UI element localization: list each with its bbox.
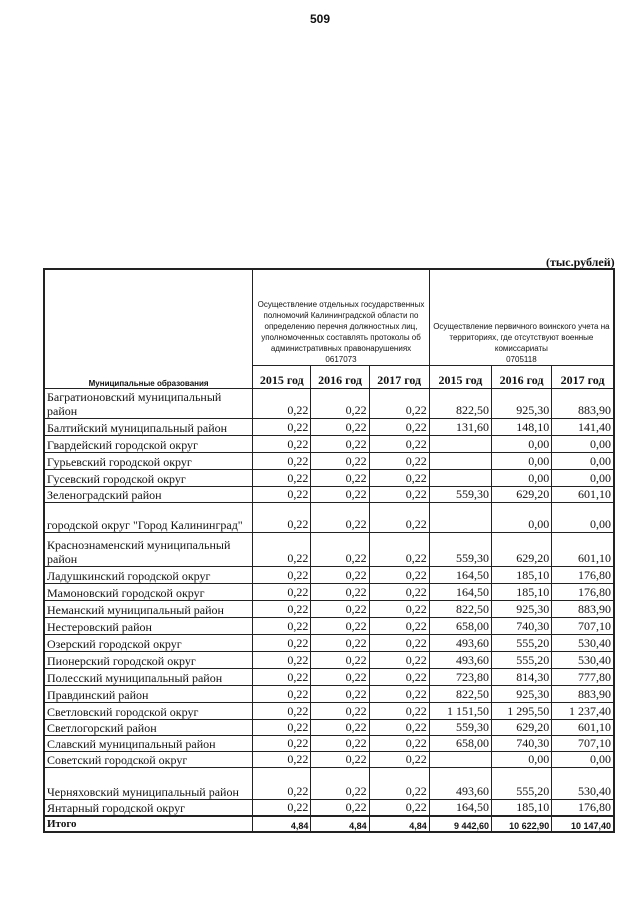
value-cell: 883,90 [552, 601, 614, 618]
table-row [44, 635, 614, 652]
value-cell: 925,30 [492, 686, 552, 703]
total-row [44, 816, 614, 832]
value-cell: 0,22 [369, 768, 429, 800]
table-row [44, 736, 614, 752]
table-row [44, 436, 614, 453]
value-cell: 493,60 [429, 768, 491, 800]
value-cell: 559,30 [429, 533, 491, 567]
value-cell: 148,10 [492, 419, 552, 436]
value-cell: 723,80 [429, 669, 491, 686]
table-row [44, 584, 614, 601]
value-cell: 0,22 [311, 720, 369, 736]
table-row [44, 720, 614, 736]
page-number: 509 [309, 12, 331, 26]
value-cell: 4,84 [311, 816, 369, 832]
value-cell: 0,00 [552, 453, 614, 470]
value-cell: 883,90 [552, 686, 614, 703]
value-cell: 0,22 [311, 669, 369, 686]
value-cell: 164,50 [429, 800, 491, 817]
municipality-name: Янтарный городской округ [44, 800, 253, 817]
value-cell: 0,22 [369, 533, 429, 567]
value-cell: 176,80 [552, 567, 614, 584]
value-cell: 141,40 [552, 419, 614, 436]
value-cell: 707,10 [552, 736, 614, 752]
value-cell: 0,22 [253, 487, 311, 503]
value-cell: 1 295,50 [492, 703, 552, 720]
value-cell: 740,30 [492, 736, 552, 752]
year-header: 2017 год [552, 366, 614, 389]
table-row [44, 389, 614, 419]
value-cell: 0,22 [311, 419, 369, 436]
table-row [44, 533, 614, 567]
value-cell: 0,22 [253, 703, 311, 720]
municipality-name: Пионерский городской округ [44, 652, 253, 669]
municipality-name: Правдинский район [44, 686, 253, 703]
value-cell: 164,50 [429, 567, 491, 584]
value-cell: 0,22 [369, 703, 429, 720]
value-cell: 0,22 [369, 389, 429, 419]
value-cell: 822,50 [429, 601, 491, 618]
table-row [44, 487, 614, 503]
municipality-name: Советский городской округ [44, 752, 253, 768]
municipality-name: Мамоновский городской округ [44, 584, 253, 601]
value-cell: 0,00 [552, 470, 614, 487]
value-cell: 0,22 [369, 470, 429, 487]
municipality-name: Гурьевский городской округ [44, 453, 253, 470]
value-cell: 185,10 [492, 584, 552, 601]
municipality-name: Балтийский муниципальный район [44, 419, 253, 436]
value-cell: 1 237,40 [552, 703, 614, 720]
year-header: 2015 год [429, 366, 491, 389]
value-cell: 0,22 [369, 584, 429, 601]
group1-title: Осуществление отдельных государственных полномочий Калининградской области по определению перечня должностных лиц, уполномоченных составлять протоколы об административных правонарушениях [257, 300, 425, 353]
table-row [44, 601, 614, 618]
value-cell: 0,22 [369, 503, 429, 533]
municipality-name: Озерский городской округ [44, 635, 253, 652]
value-cell: 0,22 [369, 752, 429, 768]
value-cell: 925,30 [492, 601, 552, 618]
municipality-name: Черняховский муниципальный район [44, 768, 253, 800]
value-cell: 0,22 [311, 470, 369, 487]
value-cell: 629,20 [492, 720, 552, 736]
value-cell: 0,22 [311, 584, 369, 601]
value-cell: 0,22 [369, 686, 429, 703]
value-cell: 493,60 [429, 652, 491, 669]
value-cell: 0,22 [311, 487, 369, 503]
value-cell [429, 453, 491, 470]
value-cell: 0,22 [253, 752, 311, 768]
value-cell: 0,22 [311, 567, 369, 584]
value-cell: 0,22 [253, 768, 311, 800]
table-row [44, 503, 614, 533]
value-cell: 814,30 [492, 669, 552, 686]
unit-note: (тыс.рублей) [546, 255, 615, 269]
value-cell: 883,90 [552, 389, 614, 419]
table-row [44, 652, 614, 669]
year-header: 2015 год [253, 366, 311, 389]
table-header-row [44, 269, 614, 366]
value-cell: 530,40 [552, 635, 614, 652]
value-cell: 0,22 [311, 635, 369, 652]
value-cell: 0,22 [311, 752, 369, 768]
value-cell: 658,00 [429, 618, 491, 635]
group2-code: 0705118 [506, 355, 537, 364]
value-cell: 164,50 [429, 584, 491, 601]
value-cell: 0,22 [369, 601, 429, 618]
municipality-name: Ладушкинский городской округ [44, 567, 253, 584]
table-row [44, 768, 614, 800]
table-row [44, 453, 614, 470]
value-cell: 658,00 [429, 736, 491, 752]
table-row [44, 470, 614, 487]
value-cell: 176,80 [552, 584, 614, 601]
value-cell: 0,22 [369, 487, 429, 503]
value-cell: 176,80 [552, 800, 614, 817]
value-cell: 555,20 [492, 768, 552, 800]
value-cell: 0,22 [369, 419, 429, 436]
value-cell: 777,80 [552, 669, 614, 686]
value-cell: 0,22 [311, 800, 369, 817]
municipality-name: Итого [44, 816, 253, 832]
year-header: 2016 год [492, 366, 552, 389]
value-cell: 0,22 [253, 736, 311, 752]
municipality-name: городской округ "Город Калининград" [44, 503, 253, 533]
municipality-name: Нестеровский район [44, 618, 253, 635]
table-row [44, 703, 614, 720]
value-cell: 0,22 [253, 567, 311, 584]
value-cell: 0,22 [369, 436, 429, 453]
value-cell: 601,10 [552, 487, 614, 503]
value-cell: 555,20 [492, 635, 552, 652]
value-cell: 185,10 [492, 567, 552, 584]
value-cell: 4,84 [253, 816, 311, 832]
value-cell: 559,30 [429, 487, 491, 503]
value-cell: 0,22 [311, 652, 369, 669]
value-cell: 0,22 [311, 503, 369, 533]
municipality-name: Славский муниципальный район [44, 736, 253, 752]
value-cell: 0,22 [311, 601, 369, 618]
value-cell: 0,22 [253, 584, 311, 601]
value-cell: 0,22 [369, 736, 429, 752]
value-cell: 0,22 [311, 453, 369, 470]
value-cell: 0,22 [311, 768, 369, 800]
municipality-name: Светловский городской округ [44, 703, 253, 720]
value-cell [429, 752, 491, 768]
value-cell: 925,30 [492, 389, 552, 419]
table-body [44, 389, 614, 833]
group2-header [429, 269, 614, 366]
value-cell: 0,22 [311, 736, 369, 752]
budget-table [43, 268, 615, 833]
table-row [44, 419, 614, 436]
value-cell: 0,00 [492, 436, 552, 453]
value-cell: 629,20 [492, 487, 552, 503]
value-cell [429, 436, 491, 453]
value-cell: 740,30 [492, 618, 552, 635]
value-cell: 0,00 [552, 436, 614, 453]
value-cell: 0,22 [311, 389, 369, 419]
value-cell: 493,60 [429, 635, 491, 652]
value-cell: 0,22 [253, 635, 311, 652]
municipality-name: Гвардейский городской округ [44, 436, 253, 453]
value-cell: 4,84 [369, 816, 429, 832]
value-cell: 0,22 [369, 453, 429, 470]
year-header: 2017 год [369, 366, 429, 389]
value-cell: 0,22 [311, 436, 369, 453]
value-cell: 0,22 [369, 652, 429, 669]
value-cell: 555,20 [492, 652, 552, 669]
value-cell: 0,00 [552, 503, 614, 533]
value-cell: 10 622,90 [492, 816, 552, 832]
value-cell: 629,20 [492, 533, 552, 567]
value-cell: 822,50 [429, 389, 491, 419]
value-cell: 0,00 [492, 752, 552, 768]
value-cell: 0,22 [369, 567, 429, 584]
value-cell: 601,10 [552, 533, 614, 567]
value-cell: 0,22 [369, 618, 429, 635]
table-row [44, 800, 614, 817]
value-cell: 0,22 [369, 635, 429, 652]
value-cell: 0,22 [311, 618, 369, 635]
municipality-name: Неманский муниципальный район [44, 601, 253, 618]
value-cell: 0,00 [492, 470, 552, 487]
value-cell: 0,22 [253, 533, 311, 567]
value-cell: 0,22 [253, 601, 311, 618]
value-cell: 0,00 [492, 503, 552, 533]
value-cell: 0,22 [369, 800, 429, 817]
value-cell: 10 147,40 [552, 816, 614, 832]
value-cell: 0,22 [253, 618, 311, 635]
value-cell: 0,22 [253, 720, 311, 736]
group2-title: Осуществление первичного воинского учета на территориях, где отсутствуют военные комиссариаты [433, 322, 610, 353]
value-cell: 559,30 [429, 720, 491, 736]
value-cell: 0,22 [311, 686, 369, 703]
value-cell [429, 470, 491, 487]
value-cell: 0,22 [253, 436, 311, 453]
value-cell: 131,60 [429, 419, 491, 436]
value-cell: 0,22 [311, 703, 369, 720]
group1-header [253, 269, 430, 366]
value-cell: 530,40 [552, 652, 614, 669]
table-row [44, 669, 614, 686]
value-cell: 0,22 [369, 669, 429, 686]
municipality-name: Гусевский городской округ [44, 470, 253, 487]
value-cell: 0,22 [369, 720, 429, 736]
value-cell: 185,10 [492, 800, 552, 817]
municipality-name: Краснознаменский муниципальный район [44, 533, 253, 567]
municipality-name: Полесский муниципальный район [44, 669, 253, 686]
value-cell: 9 442,60 [429, 816, 491, 832]
value-cell: 601,10 [552, 720, 614, 736]
value-cell: 0,00 [492, 453, 552, 470]
municipality-column-header: Муниципальные образования [44, 269, 253, 389]
value-cell: 0,22 [253, 419, 311, 436]
table-row [44, 618, 614, 635]
value-cell: 0,00 [552, 752, 614, 768]
value-cell: 0,22 [253, 389, 311, 419]
value-cell: 0,22 [253, 652, 311, 669]
value-cell: 0,22 [311, 533, 369, 567]
value-cell: 0,22 [253, 470, 311, 487]
value-cell: 530,40 [552, 768, 614, 800]
municipality-name: Зеленоградский район [44, 487, 253, 503]
value-cell: 0,22 [253, 453, 311, 470]
table-row [44, 686, 614, 703]
value-cell [429, 503, 491, 533]
table-row [44, 567, 614, 584]
municipality-name: Светлогорский район [44, 720, 253, 736]
value-cell: 0,22 [253, 669, 311, 686]
table-row [44, 752, 614, 768]
value-cell: 707,10 [552, 618, 614, 635]
group1-code: 0617073 [325, 355, 357, 364]
municipality-name: Багратионовский муниципальный район [44, 389, 253, 419]
value-cell: 822,50 [429, 686, 491, 703]
value-cell: 1 151,50 [429, 703, 491, 720]
year-header: 2016 год [311, 366, 369, 389]
value-cell: 0,22 [253, 503, 311, 533]
value-cell: 0,22 [253, 686, 311, 703]
value-cell: 0,22 [253, 800, 311, 817]
